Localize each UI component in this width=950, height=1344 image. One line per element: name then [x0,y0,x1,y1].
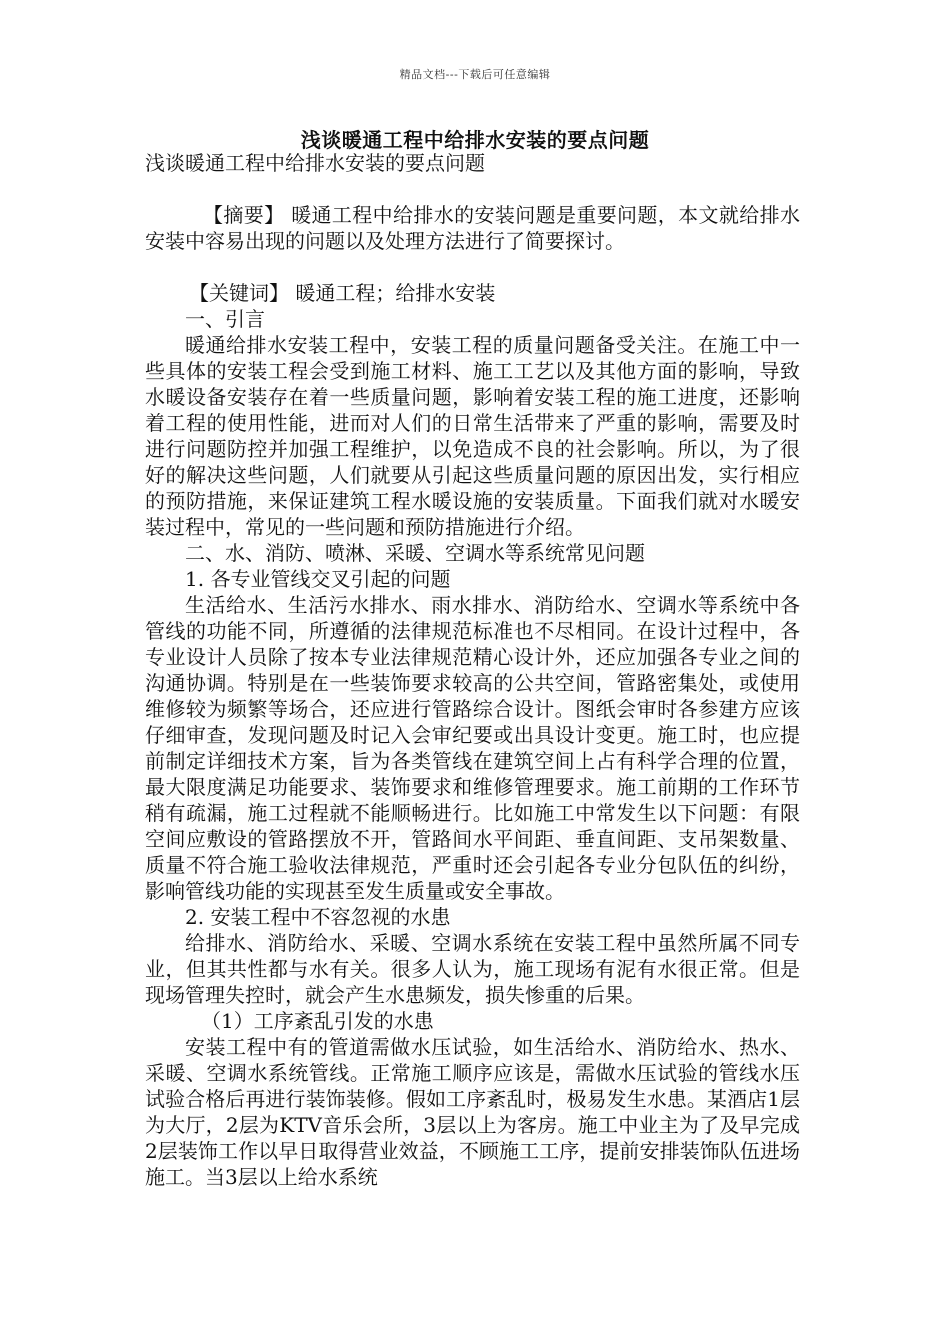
introduction-paragraph: 暖通给排水安装工程中，安装工程的质量问题备受关注。在施工中一些具体的安装工程会受到施工材料、施工工艺以及其他方面的影响，导致水暖设备安装存在着一些质量问题，影响着安装工程的施工进度，还影响着工程的使用性能，进而对人们的日常生活带来了严重的影响，需要及时进行问题防控并加强工程维护，以免造成不良的社会影响。所以，为了很好的解决这些问题，人们就要从引起这些质量问题的原因出发，实行相应的预防措施，来保证建筑工程水暖设施的安装质量。下面我们就对水暖安装过程中，常见的一些问题和预防措施进行介绍。 [145,333,800,539]
document-title: 浅谈暖通工程中给排水安装的要点问题 [300,128,650,152]
process-disorder-paragraph: 安装工程中有的管道需做水压试验，如生活给水、消防给水、热水、采暖、空调水系统管线。正常施工顺序应该是，需做水压试验的管线水压试验合格后再进行装饰装修。假如工序紊乱时，极易发生水患。某酒店1层为大厅，2层为KTV音乐会所，3层以上为客房。施工中业主为了及早完成2层装饰工作以早日取得营业效益，不顾施工工序，提前安排装饰队伍进场施工。当3层以上给水系统 [145,1035,800,1189]
header-note: 精品文档---下载后可任意编辑 [399,68,551,81]
water-hazard-paragraph: 给排水、消防给水、采暖、空调水系统在安装工程中虽然所属不同专业，但其共性都与水有关。很多人认为，施工现场有泥有水很正常。但是现场管理失控时，就会产生水患频发，损失惨重的后果。 [145,931,800,1007]
subsection-heading-water-hazard: 2. 安装工程中不容忽视的水患 [185,905,451,929]
section-heading-introduction: 一、引言 [185,307,265,331]
document-subtitle: 浅谈暖通工程中给排水安装的要点问题 [145,151,485,175]
keywords-line: 【关键词】 暖通工程；给排水安装 [189,281,496,305]
abstract-paragraph: 【摘要】 暖通工程中给排水的安装问题是重要问题，本文就给排水安装中容易出现的问题以及处理方法进行了简要探讨。 [145,203,800,253]
document-body [145,150,800,1190]
subsection-heading-process-disorder: （1）工序紊乱引发的水患 [201,1009,434,1033]
section-heading-common-problems: 二、水、消防、喷淋、采暖、空调水等系统常见问题 [185,541,645,565]
pipeline-crossing-paragraph: 生活给水、生活污水排水、雨水排水、消防给水、空调水等系统中各管线的功能不同，所遵循的法律规范标准也不尽相同。在设计过程中，各专业设计人员除了按本专业法律规范精心设计外，还应加强各专业之间的沟通协调。特别是在一些装饰要求较高的公共空间，管路密集处，或使用维修较为频繁等场合，还应进行管路综合设计。图纸会审时各参建方应该仔细审查，发现问题及时记入会审纪要或出具设计变更。施工时，也应提前制定详细技术方案，旨为各类管线在建筑空间上占有科学合理的位置，最大限度满足功能要求、装饰要求和维修管理要求。施工前期的工作环节稍有疏漏，施工过程就不能顺畅进行。比如施工中常发生以下问题：有限空间应敷设的管路摆放不开，管路间水平间距、垂直间距、支吊架数量、质量不符合施工验收法律规范，严重时还会引起各专业分包队伍的纠纷，影响管线功能的实现甚至发生质量或安全事故。 [145,593,800,903]
subsection-heading-pipeline-crossing: 1. 各专业管线交叉引起的问题 [185,567,451,591]
